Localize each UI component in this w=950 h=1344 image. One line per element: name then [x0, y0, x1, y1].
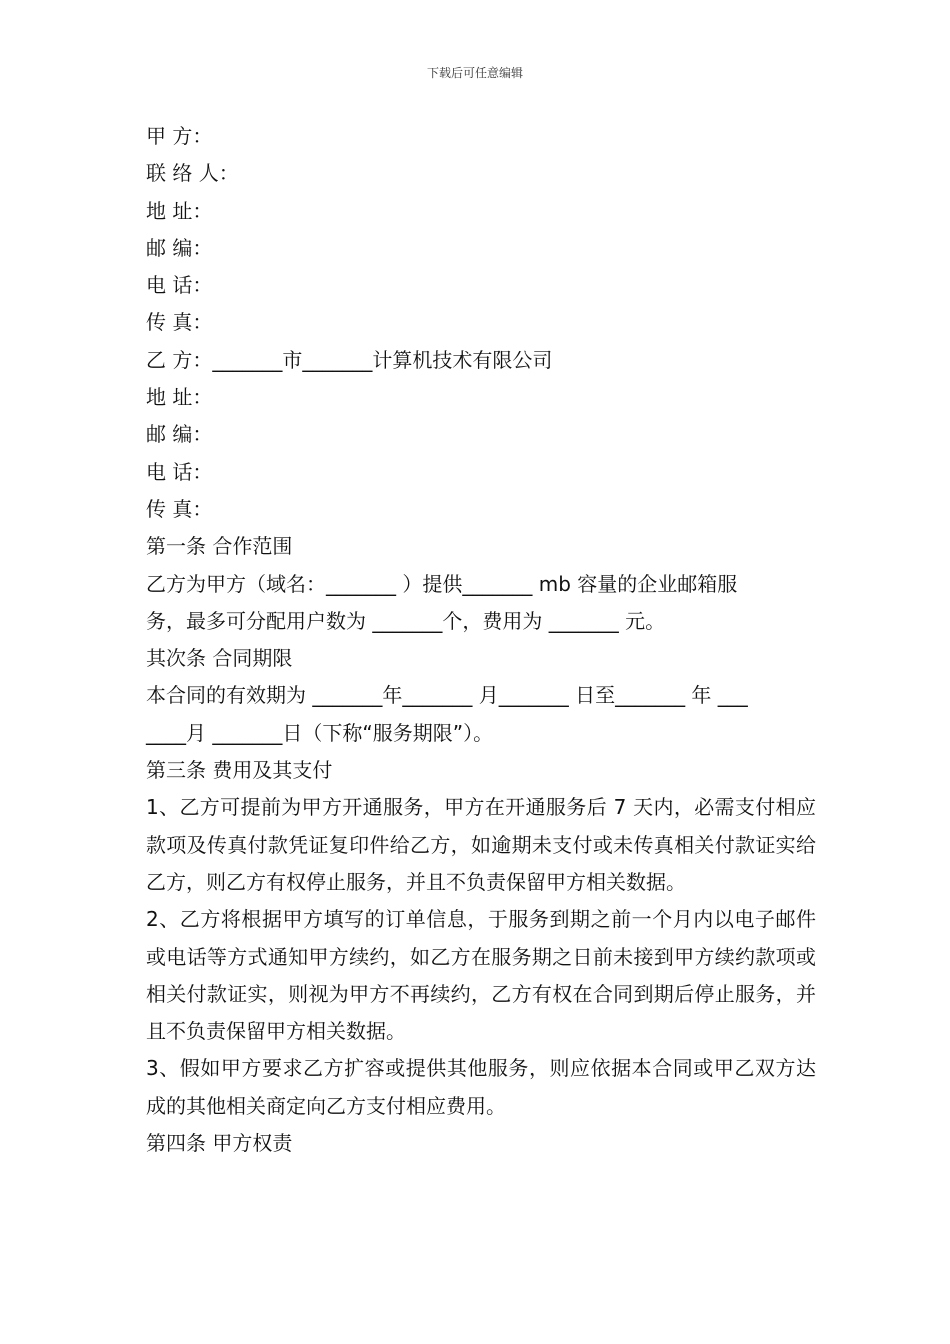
party-a-postcode: 邮 编：	[146, 235, 213, 260]
article4-title: 第四条 甲方权责	[146, 1131, 293, 1156]
article2-title: 其次条 合同期限	[146, 646, 293, 671]
party-a-contact: 联 络 人：	[146, 161, 239, 186]
article2-line1: 本合同的有效期为 _______年_______ 月_______ 日至_______ 年 ___	[146, 683, 748, 708]
party-b-postcode: 邮 编：	[146, 422, 213, 447]
party-b-fax: 传 真：	[146, 496, 213, 521]
article2-line2: ____月 _______日（下称“服务期限”）。	[146, 720, 494, 745]
article1-line2: 务，最多可分配用户数为 _______个，费用为 _______ 元。	[146, 608, 666, 633]
party-a-label: 甲 方：	[146, 124, 213, 148]
party-a-fax: 传 真：	[146, 310, 213, 335]
page-header-note: 下载后可任意编辑	[426, 66, 523, 80]
party-b-address: 地 址：	[146, 385, 213, 410]
party-b-label: 乙 方：_______市_______计算机技术有限公司	[146, 347, 553, 372]
party-b-phone: 电 话：	[146, 459, 213, 484]
article3-title: 第三条 费用及其支付	[146, 758, 333, 783]
party-a-address: 地 址：	[146, 198, 213, 223]
article1-title: 第一条 合作范围	[146, 534, 293, 559]
article3-item-1: 1、乙方可提前为甲方开通服务，甲方在开通服务后 7 天内，必需支付相应款项及传真付款凭证复印件给乙方，如逾期未支付或未传真相关付款证实给乙方，则乙方有权停止服务，并且不负责保留甲方相关数据。	[146, 795, 816, 894]
article3-item-3: 3、假如甲方要求乙方扩容或提供其他服务，则应依据本合同或甲乙双方达成的其他相关商定向乙方支付相应费用。	[146, 1056, 816, 1118]
article1-line1: 乙方为甲方（域名：_______ ）提供_______ mb 容量的企业邮箱服	[146, 571, 738, 596]
contract-body	[146, 118, 816, 1162]
party-a-phone: 电 话：	[146, 273, 213, 298]
article3-item-2: 2、乙方将根据甲方填写的订单信息，于服务到期之前一个月内以电子邮件或电话等方式通知甲方续约，如乙方在服务期之日前未接到甲方续约款项或相关付款证实，则视为甲方不再续约，乙方有权在合同到期后停止服务，并且不负责保留甲方相关数据。	[146, 907, 816, 1044]
